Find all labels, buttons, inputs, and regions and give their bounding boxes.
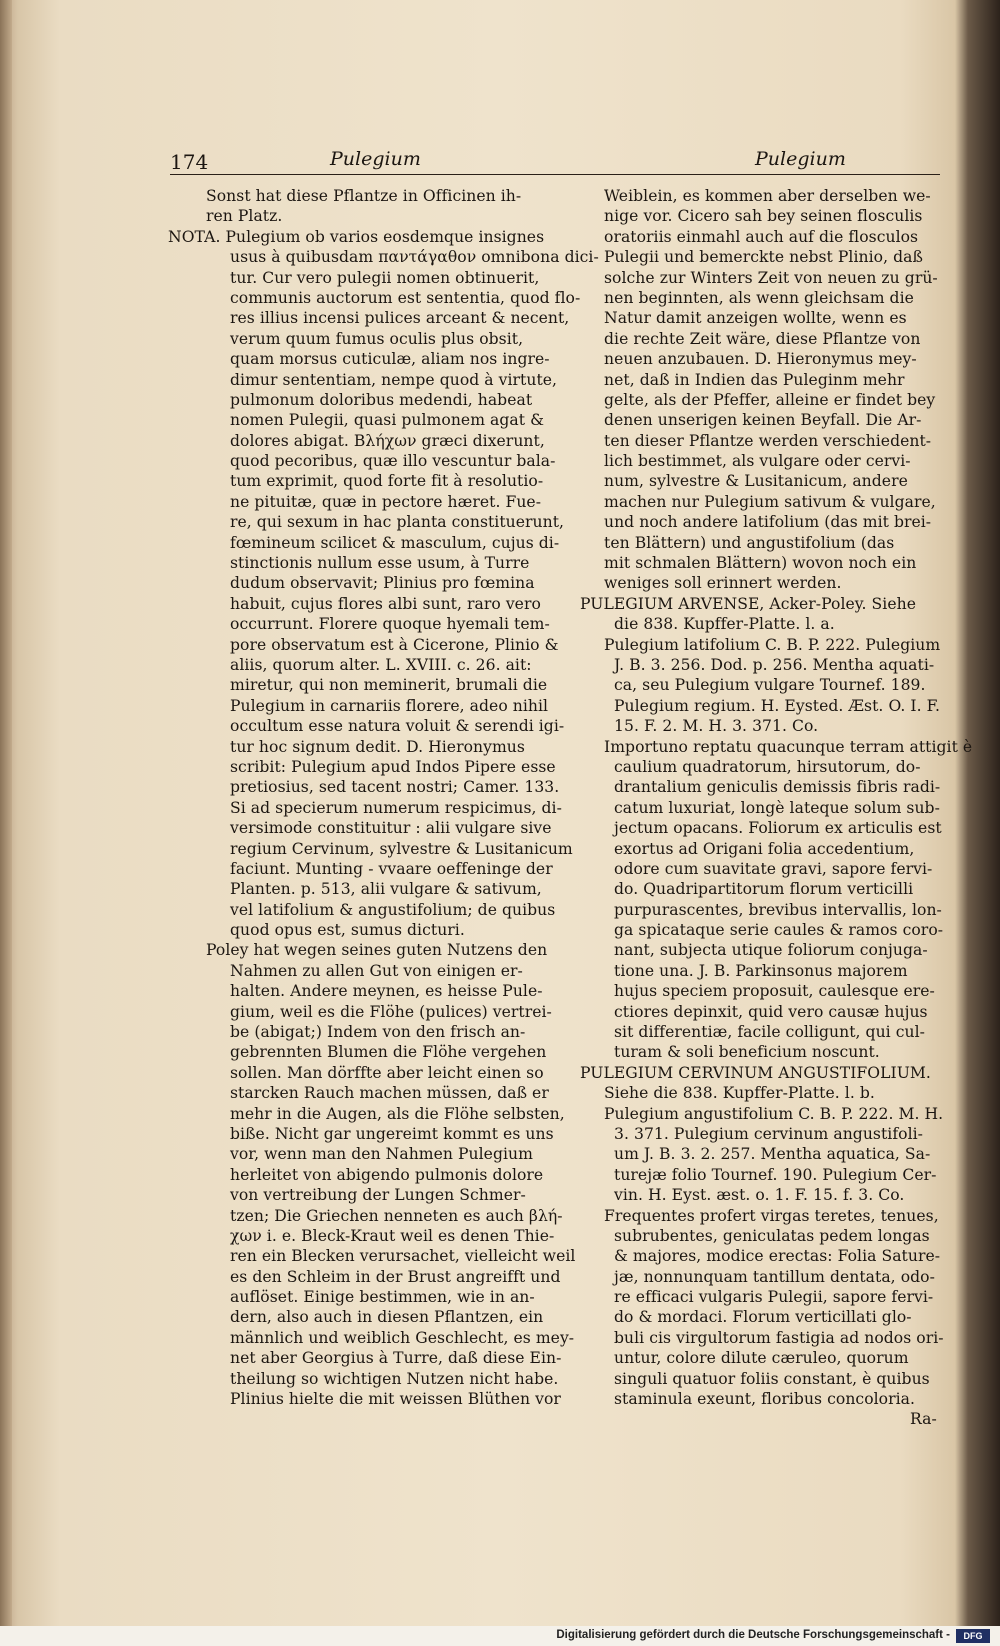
text-line: machen nur Pulegium sativum & vulgare, [604,492,936,511]
text-line: nant, subjecta utique foliorum conjuga- [614,941,928,960]
text-line: 15. F. 2. M. H. 3. 371. Co. [614,717,819,736]
text-line: und noch andere latifolium (das mit brei- [604,513,932,532]
text-line: gium, weil es die Flöhe (pulices) vertrei- [230,1002,552,1021]
text-line: mehr in die Augen, als die Flöhe selbsten, [230,1104,565,1123]
text-line: ren ein Blecken verursachet, vielleicht weil [230,1247,576,1266]
text-line: Pulegium regium. H. Eysted. Æst. O. I. F. [614,696,941,715]
text-line: dimur sententiam, nempe quod à virtute, [230,370,558,389]
text-line: Pulegium in carnariis florere, adeo nihil [230,696,549,715]
text-line: oratoriis einmahl auch auf die flosculos [604,227,919,246]
footer-bar [0,1626,1000,1646]
text-line: be (abigat;) Indem von den frisch an- [230,1023,526,1042]
text-line: sollen. Man dörffte aber leicht einen so [230,1063,544,1082]
text-line: Siehe die 838. Kupffer-Platte. l. b. [604,1084,875,1103]
text-line: miretur, qui non meminerit, brumali die [230,676,548,695]
text-line: do. Quadripartitorum florum verticilli [614,880,914,899]
text-line: Frequentes profert virgas teretes, tenues, [604,1206,939,1225]
text-line: occultum esse natura voluit & serendi igi- [230,717,565,736]
text-line: neuen anzubauen. D. Hieronymus mey- [604,350,917,369]
text-line: starcken Rauch machen müssen, daß er [230,1084,549,1103]
text-line: Nahmen zu allen Gut von einigen er- [230,961,523,980]
text-line: ca, seu Pulegium vulgare Tournef. 189. [614,676,926,695]
text-line: jæ, nonnunquam tantillum dentata, odo- [614,1267,935,1286]
text-line: versimode constituitur : alii vulgare sive [230,819,552,838]
text-line: dudum observavit; Plinius pro fœmina [230,574,535,593]
text-line: tur. Cur vero pulegii nomen obtinuerit, [230,268,540,287]
text-line: re efficaci vulgaris Pulegii, sapore fervi- [614,1288,934,1307]
footer-credit: Digitalisierung gefördert durch die Deutsche Forschungsgemeinschaft - [556,1629,950,1641]
text-line: vin. H. Eyst. æst. o. 1. F. 15. f. 3. Co. [614,1186,905,1205]
text-line: regium Cervinum, sylvestre & Lusitanicum [230,839,573,858]
text-line: 3. 371. Pulegium cervinum angustifoli- [614,1124,923,1143]
text-line: halten. Andere meynen, es heisse Pule- [230,982,543,1001]
text-line: ren Platz. [206,207,283,226]
text-line: die 838. Kupffer-Platte. l. a. [614,615,835,634]
text-line: PULEGIUM CERVINUM ANGUSTIFOLIUM. [580,1063,931,1082]
text-line: NOTA. Pulegium ob varios eosdemque insignes [168,227,545,246]
text-line: Weiblein, es kommen aber derselben we- [604,187,931,205]
text-line: scribit: Pulegium apud Indos Pipere esse [230,757,556,776]
text-line: pulmonum doloribus medendi, habeat [230,390,533,409]
text-line: χων i. e. Bleck-Kraut weil es denen Thie- [230,1226,555,1245]
text-line: die rechte Zeit wäre, diese Pflantze von [604,329,921,348]
text-line: quod pecoribus, quæ illo vescuntur bala- [230,452,556,471]
text-line: theilung so wichtigen Nutzen nicht habe. [230,1369,559,1388]
text-line: vor, wenn man den Nahmen Pulegium [230,1145,533,1164]
text-line: solche zur Winters Zeit von neuen zu grü- [604,268,938,287]
text-line: Planten. p. 513, alii vulgare & sativum, [230,880,542,899]
text-line: Pulegium angustifolium C. B. P. 222. M. H. [604,1104,944,1123]
text-line: habuit, cujus flores albi sunt, raro vero [230,594,541,613]
text-line: ten Blättern) und angustifolium (das [604,533,895,552]
text-line: communis auctorum est sententia, quod flo- [230,288,581,307]
text-line: pretiosius, sed tacent nostri; Camer. 133. [230,778,560,797]
book-gutter [0,0,12,1646]
running-head-left: Pulegium [330,148,421,170]
text-line: ne pituitæ, quæ in pectore hæret. Fue- [230,492,542,511]
text-line: net aber Georgius à Turre, daß diese Ein- [230,1349,562,1368]
text-line: Natur damit anzeigen wollte, wenn es [604,309,907,328]
text-line: & majores, modice erectas: Folia Sature- [614,1247,941,1266]
text-line: biße. Nicht gar ungereimt kommt es uns [230,1124,554,1143]
text-line: subrubentes, geniculatas pedem longas [614,1226,930,1245]
text-line: tureјæ folio Tournef. 190. Pulegium Cer- [614,1165,937,1184]
text-line: sit differentiæ, facile colligunt, qui cul- [614,1023,925,1042]
text-line: Sonst hat diese Pflantze in Officinen ih- [206,187,522,205]
text-line: ctiores depinxit, quid vero causæ hujus [614,1002,928,1021]
text-line: catum luxuriat, longè lateque solum sub- [614,798,940,817]
text-line: exortus ad Origani folia accedentium, [614,839,915,858]
text-line: caulium quadratorum, hirsutorum, do- [614,757,921,776]
text-line: nige vor. Cicero sah bey seinen flosculis [604,207,923,226]
text-line: Ra- [910,1410,937,1429]
text-line: auflöset. Einige bestimmen, wie in an- [230,1288,535,1307]
text-line: quam morsus cuticulæ, aliam nos ingre- [230,350,550,369]
text-line: weniges soll erinnert werden. [604,574,842,593]
text-line: Pulegium latifolium C. B. P. 222. Pulegium [604,635,941,654]
header-rule [170,174,940,175]
text-line: re, qui sexum in hac planta constituerunt, [230,513,565,532]
text-line: herleitet von abigendo pulmonis dolore [230,1165,544,1184]
text-line: stinctionis nullum esse usum, à Turre [230,554,530,573]
text-line: dern, also auch in diesen Pflantzen, ein [230,1308,544,1327]
text-line: nen beginnten, als wenn gleichsam die [604,288,914,307]
text-line: fœmineum scilicet & masculum, cujus di- [230,533,560,552]
text-line: männlich und weiblich Geschlecht, es mey- [230,1328,575,1347]
text-line: gelte, als der Pfeffer, alleine er findet bey [604,390,936,409]
text-line: denen unserigen keinen Beyfall. Die Ar- [604,411,922,430]
text-line: net, daß in Indien das Puleginm mehr [604,370,905,389]
text-line: occurrunt. Florere quoque hyemali tem- [230,615,550,634]
text-line: Pulegii und bemerckte nebst Plinio, daß [604,248,923,267]
running-head-right: Pulegium [755,148,846,170]
text-line: von vertreibung der Lungen Schmer- [230,1186,526,1205]
text-line: lich bestimmet, als vulgare oder cervi- [604,452,911,471]
text-line: Importuno reptatu quacunque terram attigit è [604,737,973,756]
text-line: Plinius hielte die mit weissen Blüthen vor [230,1390,561,1409]
text-line: mit schmalen Blättern) wovon noch ein [604,554,917,573]
text-line: untur, colore dilute cæruleo, quorum [614,1349,909,1368]
text-line: Si ad specierum numerum respicimus, di- [230,798,562,817]
text-line: turam & soli beneficium noscunt. [614,1043,880,1062]
text-line: num, sylvestre & Lusitanicum, andere [604,472,908,491]
text-line: tum exprimit, quod forte fit à resolutio- [230,472,544,491]
text-line: es den Schleim in der Brust angreifft und [230,1267,561,1286]
right-column [580,186,973,1430]
text-line: aliis, quorum alter. L. XVIII. c. 26. ait: [230,655,532,674]
text-line: dolores abigat. Βλήχων græci dixerunt, [230,431,545,450]
text-line: jectum opacans. Foliorum ex articulis est [614,819,942,838]
text-line: J. B. 3. 256. Dod. p. 256. Mentha aquati- [614,655,935,674]
page-number: 174 [170,150,209,174]
text-line: vel latifolium & angustifolium; de quibus [230,900,556,919]
text-line: ten dieser Pflantze werden verschiedent- [604,431,932,450]
text-line: nomen Pulegii, quasi pulmonem agat & [230,411,545,430]
text-line: usus à quibusdam παντάγαθον omnibona dici- [230,248,599,267]
left-column [168,186,599,1409]
text-line: ga spicataque serie caules & ramos coro- [614,921,944,940]
dfg-logo: DFG [956,1629,990,1643]
text-line: pore observatum est à Cicerone, Plinio & [230,635,559,654]
text-line: um J. B. 3. 2. 257. Mentha aquatica, Sa- [614,1145,931,1164]
text-line: Poley hat wegen seines guten Nutzens den [206,941,548,960]
text-line: tur hoc signum dedit. D. Hieronymus [230,737,525,756]
text-line: do & mordaci. Florum verticillati glo- [614,1308,912,1327]
text-line: PULEGIUM ARVENSE, Acker-Poley. Siehe [580,594,916,613]
text-line: tzen; Die Griechen nenneten es auch βλή- [230,1206,563,1225]
text-line: purpurascentes, brevibus intervallis, lon- [614,900,942,919]
text-line: quod opus est, sumus dicturi. [230,921,465,940]
text-line: res illius incensi pulices arceant & necent, [230,309,570,328]
text-line: odore cum suavitate gravi, sapore fervi- [614,859,933,878]
text-line: hujus speciem proposuit, caulesque ere- [614,982,935,1001]
text-line: tione una. J. B. Parkinsonus majorem [614,961,908,980]
text-line: drantalium geniculis demissis fibris radi- [614,778,941,797]
text-line: staminula exeunt, floribus concoloria. [614,1390,916,1409]
text-line: buli cis virgultorum fastigia ad nodos ori- [614,1328,944,1347]
text-line: verum quum fumus oculis plus obsit, [230,329,524,348]
text-line: singuli quatuor foliis constant, è quibus [614,1369,930,1388]
text-line: faciunt. Munting - vvaare oeffeninge der [230,859,553,878]
text-line: gebrennten Blumen die Flöhe vergehen [230,1043,547,1062]
